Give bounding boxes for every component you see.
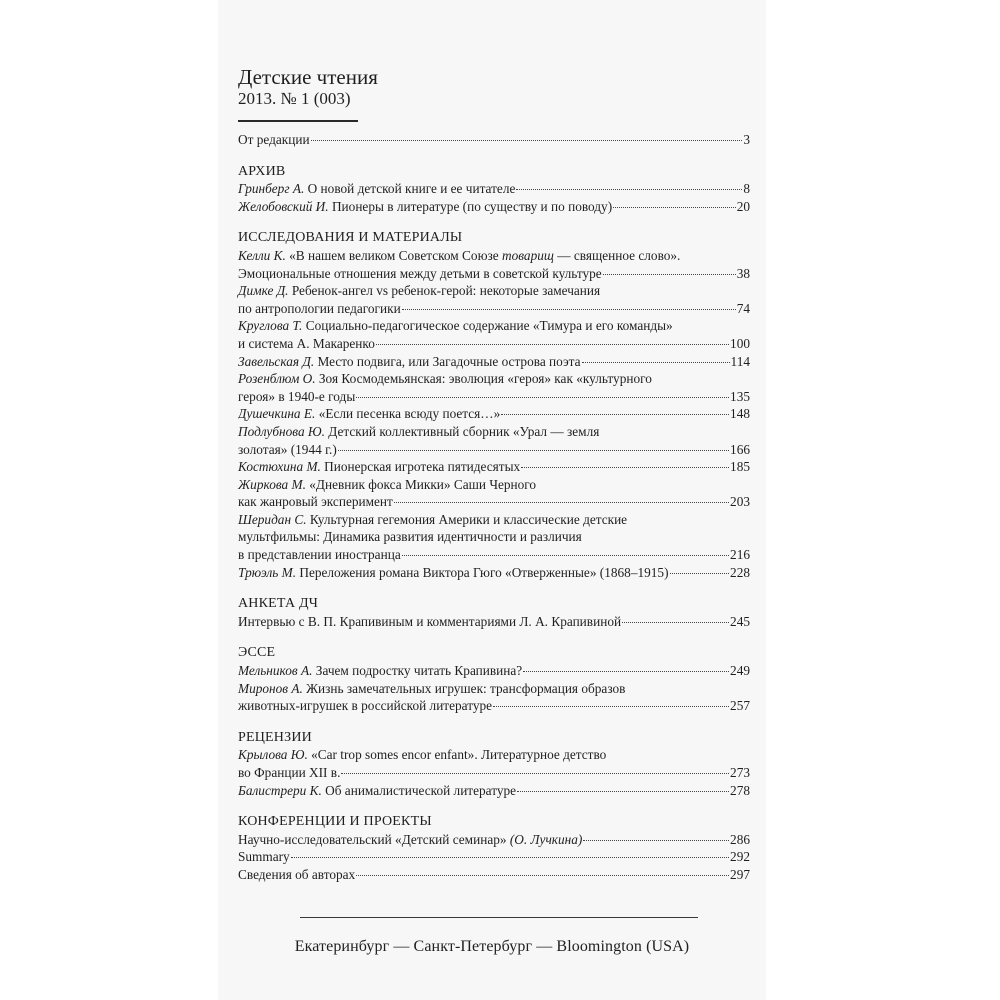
dot-leader bbox=[341, 773, 729, 774]
entry-title-text: Детский коллективный сборник «Урал — земля bbox=[328, 423, 600, 439]
entry-last-line bbox=[238, 458, 750, 476]
entry-last-line bbox=[238, 662, 750, 680]
entry-text bbox=[238, 371, 652, 386]
entry-text bbox=[238, 477, 536, 492]
entry-last-line bbox=[238, 493, 750, 511]
page-number: 166 bbox=[730, 441, 750, 457]
entry-text bbox=[238, 335, 375, 353]
entry-last-line bbox=[238, 265, 750, 283]
toc-entry[interactable] bbox=[238, 680, 750, 715]
page-number: 257 bbox=[730, 698, 750, 714]
entry-author: Мельников А. bbox=[238, 663, 313, 679]
entry-author: Гринберг А. bbox=[238, 181, 305, 197]
section-title: ИССЛЕДОВАНИЯ И МАТЕРИАЛЫ bbox=[238, 230, 463, 246]
entry-title-text: Пионерская игротека пятидесятых bbox=[324, 459, 521, 475]
dot-leader bbox=[356, 397, 729, 398]
toc-entry[interactable] bbox=[238, 423, 750, 458]
entry-title-text: «Если песенка всюду поется…» bbox=[318, 406, 501, 422]
entry-last-line bbox=[238, 198, 750, 216]
dot-leader bbox=[521, 467, 729, 468]
entry-last-line bbox=[238, 697, 750, 715]
entry-title-text: От редакции bbox=[238, 132, 310, 147]
entry-text bbox=[238, 131, 310, 149]
entry-line bbox=[238, 511, 750, 529]
entry-title-text: Переложения романа Виктора Гюго «Отверженные» (1868–1915) bbox=[299, 564, 669, 580]
dot-leader bbox=[402, 309, 736, 310]
page-number: 249 bbox=[730, 663, 750, 679]
toc-entry[interactable] bbox=[238, 458, 750, 476]
entry-text bbox=[238, 318, 673, 333]
entry-title-text: как жанровый эксперимент bbox=[238, 494, 393, 510]
entry-title-text: Научно-исследовательский «Детский семинар» (О. Лучкина) bbox=[238, 831, 583, 847]
entry-text bbox=[238, 353, 581, 371]
dot-leader bbox=[582, 362, 730, 363]
dot-leader bbox=[622, 622, 729, 623]
entry-text bbox=[238, 546, 401, 564]
entry-title-text: Summary bbox=[238, 849, 290, 865]
page-number: 148 bbox=[730, 406, 750, 422]
page-number: 74 bbox=[736, 300, 750, 316]
toc-entry[interactable] bbox=[238, 405, 750, 423]
entry-author: Трюэль М. bbox=[238, 564, 297, 580]
page-number: 185 bbox=[730, 459, 750, 475]
page-number: 135 bbox=[730, 388, 750, 404]
dot-leader bbox=[670, 573, 730, 574]
entry-title-text: Жизнь замечательных игрушек: трансформация образов bbox=[306, 680, 626, 696]
entry-last-line bbox=[238, 300, 750, 318]
entry-text bbox=[238, 458, 520, 476]
dot-leader bbox=[493, 706, 729, 707]
entry-text bbox=[238, 564, 669, 582]
entry-last-line bbox=[238, 441, 750, 459]
entry-title-text: Зоя Космодемьянская: эволюция «героя» как «культурного bbox=[318, 371, 652, 387]
toc-section bbox=[238, 729, 750, 799]
entry-text bbox=[238, 493, 393, 511]
entry-author: Желобовский И. bbox=[238, 198, 329, 214]
toc-entry[interactable] bbox=[238, 131, 750, 149]
dot-leader bbox=[613, 207, 736, 208]
entry-line bbox=[238, 282, 750, 300]
page-number: 3 bbox=[743, 132, 750, 147]
entry-line bbox=[238, 370, 750, 388]
page-number: 297 bbox=[730, 866, 750, 882]
entry-line bbox=[238, 528, 750, 546]
entry-last-line bbox=[238, 353, 750, 371]
toc-entry[interactable] bbox=[238, 180, 750, 198]
entry-text bbox=[238, 662, 522, 680]
journal-title: Детские чтения bbox=[238, 65, 378, 89]
page-number: 100 bbox=[730, 335, 750, 351]
entry-last-line bbox=[238, 131, 750, 149]
entry-last-line bbox=[238, 831, 750, 849]
entry-author: Шеридан С. bbox=[238, 511, 307, 527]
entry-text bbox=[238, 848, 290, 866]
toc-entry[interactable] bbox=[238, 866, 750, 884]
entry-line bbox=[238, 317, 750, 335]
entry-title-text: «В нашем великом Советском Союзе товарищ — священное слово». bbox=[289, 247, 681, 263]
dot-leader bbox=[583, 840, 729, 841]
entry-text bbox=[238, 747, 606, 762]
section-title: РЕЦЕНЗИИ bbox=[238, 729, 312, 745]
entry-text bbox=[238, 764, 340, 782]
page-number: 245 bbox=[730, 613, 750, 629]
dot-leader bbox=[501, 414, 729, 415]
entry-last-line bbox=[238, 405, 750, 423]
dot-leader bbox=[523, 671, 729, 672]
entry-text bbox=[238, 512, 627, 527]
section-title: АРХИВ bbox=[238, 163, 286, 179]
entry-author: Миронов А. bbox=[238, 680, 303, 696]
entry-title-text: О новой детской книге и ее читателе bbox=[307, 181, 516, 197]
entry-text bbox=[238, 697, 492, 715]
toc-entry[interactable] bbox=[238, 317, 750, 352]
entry-last-line bbox=[238, 388, 750, 406]
contents-list bbox=[238, 131, 750, 884]
entry-author: Розенблюм О. bbox=[238, 371, 316, 387]
entry-author: Келли К. bbox=[238, 247, 286, 263]
page-number: 20 bbox=[736, 198, 750, 214]
toc-entry[interactable] bbox=[238, 782, 750, 800]
entry-text bbox=[238, 529, 582, 544]
page-number: 38 bbox=[736, 265, 750, 281]
entry-last-line bbox=[238, 564, 750, 582]
entry-last-line bbox=[238, 848, 750, 866]
entry-title-text: в представлении иностранца bbox=[238, 547, 401, 563]
toc-entry[interactable] bbox=[238, 370, 750, 405]
toc-entry[interactable] bbox=[238, 564, 750, 582]
entry-author: Костюхина М. bbox=[238, 459, 321, 475]
page-number: 216 bbox=[730, 547, 750, 563]
page-number: 292 bbox=[730, 849, 750, 865]
toc-section bbox=[238, 813, 750, 883]
dot-leader bbox=[376, 344, 729, 345]
entry-text bbox=[238, 265, 602, 283]
header-divider bbox=[238, 120, 358, 122]
dot-leader bbox=[338, 450, 729, 451]
entry-line bbox=[238, 746, 750, 764]
entry-title-text: Эмоциональные отношения между детьми в советской культуре bbox=[238, 265, 602, 281]
page-number: 114 bbox=[730, 353, 750, 369]
entry-last-line bbox=[238, 180, 750, 198]
entry-line bbox=[238, 423, 750, 441]
entry-title-text: Интервью с В. П. Крапивиным и комментариями Л. А. Крапивиной bbox=[238, 613, 622, 629]
dot-leader bbox=[291, 857, 729, 858]
page-number: 203 bbox=[730, 494, 750, 510]
toc-section bbox=[238, 229, 750, 581]
entry-text bbox=[238, 198, 612, 216]
page-number: 278 bbox=[730, 782, 750, 798]
entry-line bbox=[238, 680, 750, 698]
footer-divider bbox=[300, 917, 698, 918]
entry-author: Круглова Т. bbox=[238, 318, 303, 334]
entry-text bbox=[238, 300, 401, 318]
toc-entry[interactable] bbox=[238, 282, 750, 317]
dot-leader bbox=[402, 555, 729, 556]
section-title: АНКЕТА ДЧ bbox=[238, 596, 319, 612]
dot-leader bbox=[603, 274, 736, 275]
toc-entry[interactable] bbox=[238, 831, 750, 849]
entry-title-text: Пионеры в литературе (по существу и по поводу) bbox=[331, 198, 613, 214]
entry-last-line bbox=[238, 782, 750, 800]
entry-line bbox=[238, 476, 750, 494]
entry-title-text: мультфильмы: Динамика развития идентичности и различия bbox=[238, 529, 582, 545]
issue-number: 2013. № 1 (003) bbox=[238, 89, 351, 108]
entry-title-text: Место подвига, или Загадочные острова поэта bbox=[317, 353, 581, 369]
entry-last-line bbox=[238, 546, 750, 564]
entry-author: Завельская Д. bbox=[238, 353, 315, 369]
publication-cities: Екатеринбург — Санкт-Петербург — Bloomington (USA) bbox=[294, 938, 690, 955]
entry-last-line bbox=[238, 764, 750, 782]
entry-title-text: Социально-педагогическое содержание «Тимура и его команды» bbox=[305, 318, 673, 334]
toc-entry[interactable] bbox=[238, 353, 750, 371]
entry-title-text: животных-игрушек в российской литературе bbox=[238, 698, 493, 714]
entry-title-text: и система А. Макаренко bbox=[238, 335, 375, 351]
table-of-contents-page bbox=[238, 0, 750, 1000]
entry-title-text: во Франции XII в. bbox=[238, 765, 341, 780]
toc-section bbox=[238, 595, 750, 630]
entry-text bbox=[238, 866, 355, 884]
entry-title-text: Ребенок-ангел vs ребенок-герой: некоторые замечания bbox=[291, 283, 601, 299]
entry-text bbox=[238, 405, 500, 423]
section-title: КОНФЕРЕНЦИИ И ПРОЕКТЫ bbox=[238, 814, 432, 830]
toc-entry[interactable] bbox=[238, 198, 750, 216]
dot-leader bbox=[311, 140, 743, 141]
entry-title-text: по антропологии педагогики bbox=[238, 300, 401, 316]
entry-text bbox=[238, 613, 621, 631]
dot-leader bbox=[517, 791, 729, 792]
entry-last-line bbox=[238, 866, 750, 884]
entry-text bbox=[238, 388, 355, 406]
entry-text bbox=[238, 180, 515, 198]
entry-line bbox=[238, 247, 750, 265]
entry-text bbox=[238, 248, 680, 263]
toc-entry[interactable] bbox=[238, 613, 750, 631]
entry-title-text: «Car trop somes encor enfant». Литературное детство bbox=[311, 747, 607, 763]
entry-title-text: Сведения об авторах bbox=[238, 866, 356, 882]
entry-last-line bbox=[238, 335, 750, 353]
entry-author: Димке Д. bbox=[238, 283, 289, 299]
entry-text bbox=[238, 283, 600, 298]
toc-entry[interactable] bbox=[238, 476, 750, 511]
toc-entry[interactable] bbox=[238, 247, 750, 282]
toc-entry[interactable] bbox=[238, 662, 750, 680]
entry-title-text: Культурная гегемония Америки и классические детские bbox=[309, 511, 628, 527]
journal-header bbox=[238, 66, 378, 109]
dot-leader bbox=[394, 502, 729, 503]
entry-text bbox=[238, 441, 337, 459]
entry-text bbox=[238, 831, 582, 849]
dot-leader bbox=[516, 189, 742, 190]
toc-entry[interactable] bbox=[238, 848, 750, 866]
entry-author: Душечкина Е. bbox=[238, 406, 316, 422]
toc-section bbox=[238, 644, 750, 714]
entry-author: Подлубнова Ю. bbox=[238, 423, 325, 439]
entry-title-text: золотая» (1944 г.) bbox=[238, 441, 337, 457]
entry-title-text: Об анималистической литературе bbox=[325, 782, 517, 798]
entry-author: Жиркова М. bbox=[238, 476, 306, 492]
page-number: 8 bbox=[743, 181, 750, 197]
entry-title-text: Зачем подростку читать Крапивина? bbox=[315, 663, 523, 679]
toc-section bbox=[238, 131, 750, 149]
entry-text bbox=[238, 782, 516, 800]
entry-author: Балистрери К. bbox=[238, 782, 322, 798]
page-number: 228 bbox=[730, 564, 750, 580]
entry-last-line bbox=[238, 613, 750, 631]
page-number: 273 bbox=[730, 765, 750, 780]
entry-author: Крылова Ю. bbox=[238, 747, 308, 763]
entry-title-text: героя» в 1940-е годы bbox=[238, 388, 356, 404]
toc-section bbox=[238, 163, 750, 216]
entry-text bbox=[238, 681, 625, 696]
toc-entry[interactable] bbox=[238, 746, 750, 781]
entry-text bbox=[238, 424, 599, 439]
entry-title-text: «Дневник фокса Микки» Саши Черного bbox=[309, 476, 537, 492]
section-title: ЭССЕ bbox=[238, 645, 276, 661]
dot-leader bbox=[356, 875, 729, 876]
toc-entry[interactable] bbox=[238, 511, 750, 564]
page-number: 286 bbox=[730, 831, 750, 847]
